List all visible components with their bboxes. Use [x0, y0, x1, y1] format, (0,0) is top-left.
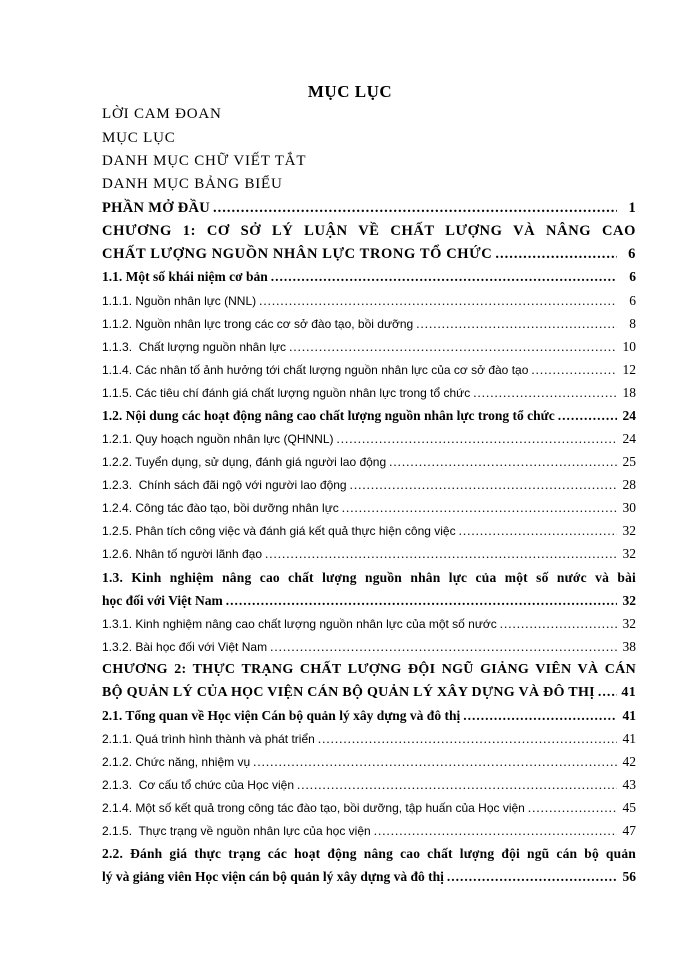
toc-entry-label: BỘ QUẢN LÝ CỦA HỌC VIỆN CÁN BỘ QUẢN LÝ XÂY DỰNG VÀ ĐÔ THỊ [102, 685, 595, 700]
toc-page-number: 32 [622, 546, 636, 561]
leader-dots [259, 293, 617, 309]
leader-dots [226, 593, 617, 609]
toc-page-number: 38 [622, 639, 636, 654]
toc-subsection-1-1-1 [102, 293, 636, 309]
leader-dots [270, 639, 617, 655]
page-title: MỤC LỤC [307, 82, 393, 101]
leader-dots [528, 800, 617, 816]
toc-entry-label: 2.1.4. Một số kết quả trong công tác đào tạo, bồi dưỡng, tập huấn của Học viện [102, 801, 525, 815]
toc-entry-label: 1.2.2. Tuyển dụng, sử dụng, đánh giá người lao động [102, 455, 387, 469]
toc-entry-label: 1.2.3. Chính sách đãi ngộ với người lao động [102, 478, 347, 492]
toc-entry-label: lý và giảng viên Học viện cán bộ quản lý xây dựng và đô thị [102, 869, 444, 884]
toc-page-number: 56 [622, 869, 636, 884]
toc-section-1-3 [102, 593, 636, 609]
front-matter-abbreviations: DANH MỤC CHỮ VIẾT TẮT [102, 153, 307, 169]
toc-subsection-1-2-4 [102, 500, 636, 516]
toc-entry-label: 1.2. Nội dung các hoạt động nâng cao chất lượng nguồn nhân lực trong tổ chức [102, 408, 555, 423]
toc-page-number: 25 [622, 454, 636, 469]
toc-page-number: 47 [622, 823, 636, 838]
leader-dots [459, 523, 617, 539]
toc-entry-label: 1.2.4. Công tác đào tạo, bồi dưỡng nhân lực [102, 501, 339, 515]
toc-page-number: 8 [629, 316, 636, 331]
toc-entry-label: 2.1.3. Cơ cấu tổ chức của Học viện [102, 778, 294, 792]
leader-dots [389, 454, 617, 470]
toc-entry-label: 1.1.4. Các nhân tố ảnh hưởng tới chất lượng nguồn nhân lực của cơ sở đào tạo [102, 363, 529, 377]
leader-dots [213, 200, 617, 217]
toc-entry-label: 1.3.2. Bài học đối với Việt Nam [102, 640, 268, 654]
toc-section-2-1 [102, 708, 636, 724]
toc-entry-label: 1.2.5. Phân tích công việc và đánh giá kết quả thực hiện công việc [102, 524, 456, 538]
toc-chapter-2 [102, 685, 636, 701]
toc-page-number: 32 [622, 616, 636, 631]
leader-dots [531, 362, 617, 378]
toc-section-2-2 [102, 869, 636, 885]
toc-page-number: 28 [622, 477, 636, 492]
leader-dots [318, 731, 617, 747]
toc-subsection-1-2-6 [102, 546, 636, 562]
leader-dots [289, 339, 617, 355]
leader-dots [463, 708, 617, 724]
toc-page-number: 24 [622, 431, 636, 446]
toc-page-number: 43 [622, 777, 636, 792]
toc-section-1-1 [102, 269, 636, 285]
leader-dots [297, 777, 617, 793]
leader-dots [271, 269, 617, 285]
toc-entry-label: 1.1.3. Chất lượng nguồn nhân lực [102, 340, 287, 354]
toc-entry-label: 1.1.1. Nguồn nhân lực (NNL) [102, 294, 257, 308]
toc-subsection-1-1-4 [102, 362, 636, 378]
toc-section-1-2 [102, 408, 636, 424]
toc-subsection-1-2-2 [102, 454, 636, 470]
front-matter-commitment: LỜI CAM ĐOAN [102, 106, 222, 122]
toc-entry-label: 2.1. Tổng quan về Học viện Cán bộ quản lý xây dựng và đô thị [102, 708, 461, 723]
toc-page-number: 32 [622, 593, 636, 608]
toc-subsection-1-2-3 [102, 477, 636, 493]
toc-page-number: 6 [628, 246, 636, 262]
toc-entry-introduction [102, 200, 636, 217]
toc-page-number: 32 [622, 523, 636, 538]
toc-page-number: 1 [628, 200, 636, 216]
toc-subsection-1-1-5 [102, 385, 636, 401]
leader-dots [342, 500, 617, 516]
toc-page-number: 18 [622, 385, 636, 400]
leader-dots [350, 477, 617, 493]
toc-chapter-1 [102, 246, 636, 263]
toc-entry-label: 1.1.5. Các tiêu chí đánh giá chất lượng nguồn nhân lực trong tổ chức [102, 386, 471, 400]
toc-entry-label: 2.1.1. Quá trình hình thành và phát triển [102, 732, 315, 746]
toc-page-number: 6 [629, 269, 636, 284]
toc-section-2-2-line1: 2.2. Đánh giá thực trạng các hoạt động nâng cao chất lượng đội ngũ cán bộ quản [102, 846, 636, 861]
toc-page-number: 6 [629, 293, 636, 308]
toc-section-1-3-line1: 1.3. Kinh nghiệm nâng cao chất lượng nguồn nhân lực của một số nước và bài [102, 570, 636, 585]
leader-dots [253, 754, 617, 770]
toc-subsection-2-1-4 [102, 800, 636, 816]
toc-subsection-1-2-1 [102, 431, 636, 447]
toc-subsection-1-3-2 [102, 639, 636, 655]
leader-dots [447, 869, 617, 885]
front-matter-toc: MỤC LỤC [102, 130, 176, 146]
toc-subsection-2-1-1 [102, 731, 636, 747]
leader-dots [374, 823, 617, 839]
toc-page-number: 10 [622, 339, 636, 354]
leader-dots [416, 316, 617, 332]
toc-entry-label: CHẤT LƯỢNG NGUỒN NHÂN LỰC TRONG TỔ CHỨC [102, 246, 493, 262]
toc-subsection-1-1-3 [102, 339, 636, 355]
toc-entry-label: 2.1.2. Chức năng, nhiệm vụ [102, 755, 251, 769]
toc-entry-label: học đối với Việt Nam [102, 593, 223, 608]
front-matter-tables: DANH MỤC BẢNG BIỂU [102, 176, 283, 192]
toc-entry-label: 1.1.2. Nguồn nhân lực trong các cơ sở đào tạo, bồi dưỡng [102, 317, 414, 331]
toc-subsection-1-3-1 [102, 616, 636, 632]
toc-entry-label: PHẦN MỞ ĐẦU [102, 200, 211, 216]
toc-page-number: 42 [622, 754, 636, 769]
toc-page-number: 24 [622, 408, 636, 423]
toc-entry-label: 2.1.5. Thực trạng về nguồn nhân lực của học viện [102, 824, 371, 838]
toc-entry-label: 1.2.1. Quy hoạch nguồn nhân lực (QHNNL) [102, 432, 334, 446]
leader-dots [473, 385, 617, 401]
toc-page-number: 41 [622, 708, 636, 723]
leader-dots [337, 431, 618, 447]
toc-page-number: 30 [622, 500, 636, 515]
toc-subsection-2-1-5 [102, 823, 636, 839]
toc-subsection-1-1-2 [102, 316, 636, 332]
toc-subsection-2-1-3 [102, 777, 636, 793]
toc-page-number: 45 [622, 800, 636, 815]
toc-subsection-1-2-5 [102, 523, 636, 539]
toc-entry-label: 1.2.6. Nhân tố người lãnh đạo [102, 547, 263, 561]
toc-entry-label: 1.1. Một số khái niệm cơ bản [102, 269, 268, 284]
leader-dots [265, 546, 617, 562]
toc-page-number: 41 [621, 685, 636, 700]
toc-entry-label: 1.3.1. Kinh nghiệm nâng cao chất lượng nguồn nhân lực của một số nước [102, 617, 497, 631]
toc-chapter-1-line1: CHƯƠNG 1: CƠ SỞ LÝ LUẬN VỀ CHẤT LƯỢNG VÀ NÂNG CAO [102, 223, 636, 239]
leader-dots [495, 246, 617, 263]
toc-subsection-2-1-2 [102, 754, 636, 770]
leader-dots [558, 408, 617, 424]
toc-page-number: 41 [622, 731, 636, 746]
leader-dots [500, 616, 617, 632]
leader-dots [598, 685, 617, 701]
toc-page-number: 12 [622, 362, 636, 377]
toc-chapter-2-line1: CHƯƠNG 2: THỰC TRẠNG CHẤT LƯỢNG ĐỘI NGŨ GIẢNG VIÊN VÀ CÁN [102, 662, 636, 677]
